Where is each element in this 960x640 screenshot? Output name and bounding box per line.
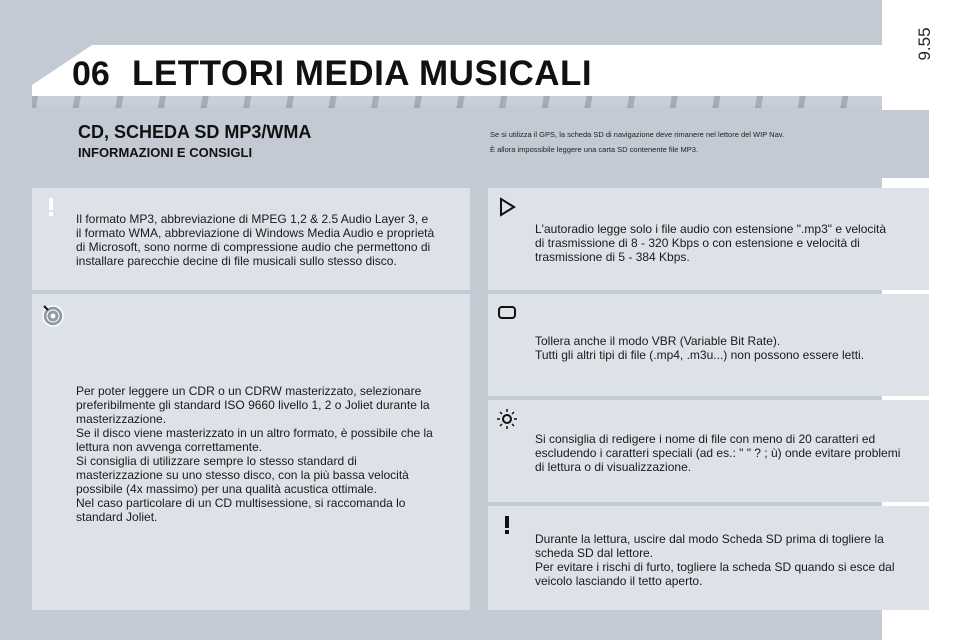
exclamation-icon: [40, 196, 62, 218]
page-number: 9.55: [915, 27, 934, 61]
info-box-vbr: [488, 294, 929, 396]
chapter-number: 06: [72, 55, 110, 93]
disc-icon: [40, 302, 66, 328]
play-icon: [496, 196, 518, 218]
info-box-cd-burning: [32, 294, 470, 610]
info-box-text: Il formato MP3, abbreviazione di MPEG 1,2 & 2.5 Audio Layer 3, e il formato WMA, abbreviazione di Windows Media Audio e proprietà di Microsoft, sono norme di compressione audio che permettono di installare parecchie decine di file musicali sullo stesso disco.: [76, 212, 435, 268]
section-subtitle: INFORMAZIONI E CONSIGLI: [78, 145, 253, 160]
note-icon: [496, 302, 518, 324]
info-box-audio-extension: [488, 188, 929, 290]
exclamation-icon: [496, 514, 518, 536]
info-box-text: Durante la lettura, uscire dal modo Scheda SD prima di togliere la scheda SD dal lettore. Per evitare i rischi di furto, togliere la scheda SD quando si esce dal veicolo lasciando il tetto aperto.: [535, 532, 895, 588]
info-box-text: Per poter leggere un CDR o un CDRW masterizzato, selezionare preferibilmente gli standard ISO 9660 livello 1, 2 o Joliet durante la masterizzazione. Se il disco viene masterizzato in un altro formato, è possibile che la lettura non avvenga correttamente. Si consiglia di utilizzare sempre lo stesso standard di masterizzazione su uno stesso disco, con la più bassa velocità possibile (4x massimo) per una qualità acustica ottimale. Nel caso particolare di un CD multisessione, si raccomanda lo standard Joliet.: [76, 384, 433, 524]
info-box-text: L'autoradio legge solo i file audio con estensione ".mp3" e velocità di trasmissione di 8 - 320 Kbps o con estensione e velocità di trasmissione di 5 - 384 Kbps.: [535, 222, 887, 264]
tip-icon: [496, 408, 518, 430]
page-title: LETTORI MEDIA MUSICALI: [132, 54, 593, 93]
section-note: [490, 127, 890, 157]
info-box-filenames: [488, 400, 929, 502]
info-box-sd-card-removal: [488, 506, 929, 610]
info-box-mp3-wma-format: [32, 188, 470, 290]
section-title: CD, SCHEDA SD MP3/WMA: [78, 122, 312, 142]
section-note-text: Se si utilizza il GPS, la scheda SD di navigazione deve rimanere nel lettore del WIP Nav. È allora impossibile leggere una carta SD contenente file MP3.: [490, 130, 785, 154]
info-box-text: Tollera anche il modo VBR (Variable Bit Rate). Tutti gli altri tipi di file (.mp4, .m3u...) non possono essere letti.: [535, 334, 865, 362]
header-stripe: [32, 96, 882, 108]
info-box-text: Si consiglia di redigere i nome di file con meno di 20 caratteri ed escludendo i caratteri speciali (ad es.: " " ? ; ù) onde evitare problemi di lettura o di visualizzazione.: [535, 432, 901, 474]
